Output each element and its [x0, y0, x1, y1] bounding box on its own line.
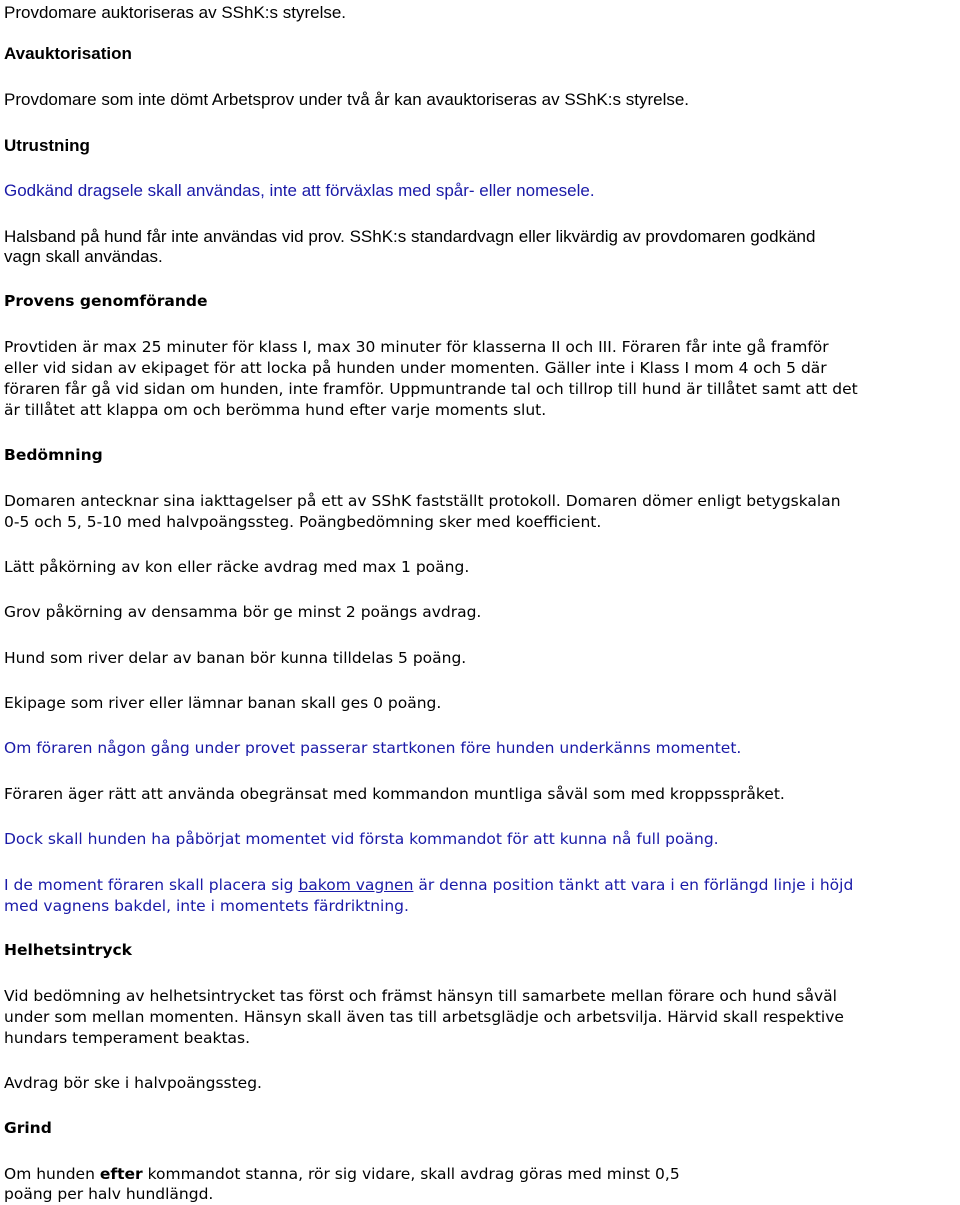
bakom-vagnen-link[interactable]: bakom vagnen: [298, 876, 414, 894]
text-line: 0-5 och 5, 5-10 med halvpoängssteg. Poängbedömning sker med koefficient.: [4, 513, 602, 531]
text-line: hundars temperament beaktas.: [4, 1029, 251, 1047]
text-line: Om föraren någon gång under provet passerar startkonen före hunden underkänns momentet.: [4, 739, 742, 757]
text-segment: är denna position tänkt att vara i en förlängd linje i höjd: [413, 876, 854, 894]
text-line: Dock skall hunden ha påbörjat momentet vid första kommandot för att kunna nå full poäng.: [4, 830, 719, 848]
heading-avauktorisation: Avauktorisation: [4, 44, 132, 63]
text-line: Föraren äger rätt att använda obegränsat med kommandon muntliga såväl som med kroppsspråket.: [4, 785, 785, 803]
text-line: Halsband på hund får inte användas vid prov. SShK:s standardvagn eller likvärdig av provdomaren godkänd: [4, 227, 816, 246]
text-line: föraren får gå vid sidan om hunden, inte framför. Uppmuntrande tal och tillrop till hund är tillåtet samt att det: [4, 380, 858, 398]
text-line: Ekipage som river eller lämnar banan skall ges 0 poäng.: [4, 694, 442, 712]
heading-helhetsintryck: Helhetsintryck: [4, 941, 132, 959]
text-line: Avdrag bör ske i halvpoängssteg.: [4, 1074, 262, 1092]
text-segment: Om hunden: [4, 1165, 100, 1183]
text-line: Provdomare auktoriseras av SShK:s styrelse.: [4, 3, 347, 22]
text-line: [4, 1164, 680, 1185]
text-line: är tillåtet att klappa om och berömma hund efter varje moments slut.: [4, 401, 547, 419]
text-line: eller vid sidan av ekipaget för att locka på hunden under momenten. Gäller inte i Klass I mom 4 och 5 där: [4, 359, 827, 377]
text-segment: kommandot stanna, rör sig vidare, skall avdrag göras med minst 0,5: [142, 1165, 680, 1183]
text-line: Vid bedömning av helhetsintrycket tas först och främst hänsyn till samarbete mellan förare och hund såväl: [4, 987, 837, 1005]
text-line: Godkänd dragsele skall användas, inte att förväxlas med spår- eller nomesele.: [4, 181, 595, 200]
text-line: med vagnens bakdel, inte i momentets färdriktning.: [4, 897, 409, 915]
text-line: vagn skall användas.: [4, 247, 163, 266]
heading-utrustning: Utrustning: [4, 136, 90, 155]
text-line: Grov påkörning av densamma bör ge minst 2 poängs avdrag.: [4, 603, 482, 621]
text-segment: I de moment föraren skall placera sig: [4, 876, 299, 894]
text-line: poäng per halv hundlängd.: [4, 1185, 214, 1203]
text-line: under som mellan momenten. Hänsyn skall även tas till arbetsglädje och arbetsvilja. Härvid skall respektive: [4, 1008, 844, 1026]
text-line: Provtiden är max 25 minuter för klass I, max 30 minuter för klasserna II och III. Föraren får inte gå framför: [4, 338, 829, 356]
text-line: Hund som river delar av banan bör kunna tilldelas 5 poäng.: [4, 649, 467, 667]
text-line-with-link: [4, 875, 853, 896]
text-line: Provdomare som inte dömt Arbetsprov under två år kan avauktoriseras av SShK:s styrelse.: [4, 90, 690, 109]
text-line: Lätt påkörning av kon eller räcke avdrag med max 1 poäng.: [4, 558, 470, 576]
heading-provens-genomforande: Provens genomförande: [4, 292, 208, 310]
heading-grind: Grind: [4, 1119, 52, 1137]
heading-bedomning: Bedömning: [4, 446, 103, 464]
emphasis-efter: efter: [99, 1165, 143, 1183]
text-line: Domaren antecknar sina iakttagelser på ett av SShK fastställt protokoll. Domaren dömer enligt betygskalan: [4, 492, 841, 510]
